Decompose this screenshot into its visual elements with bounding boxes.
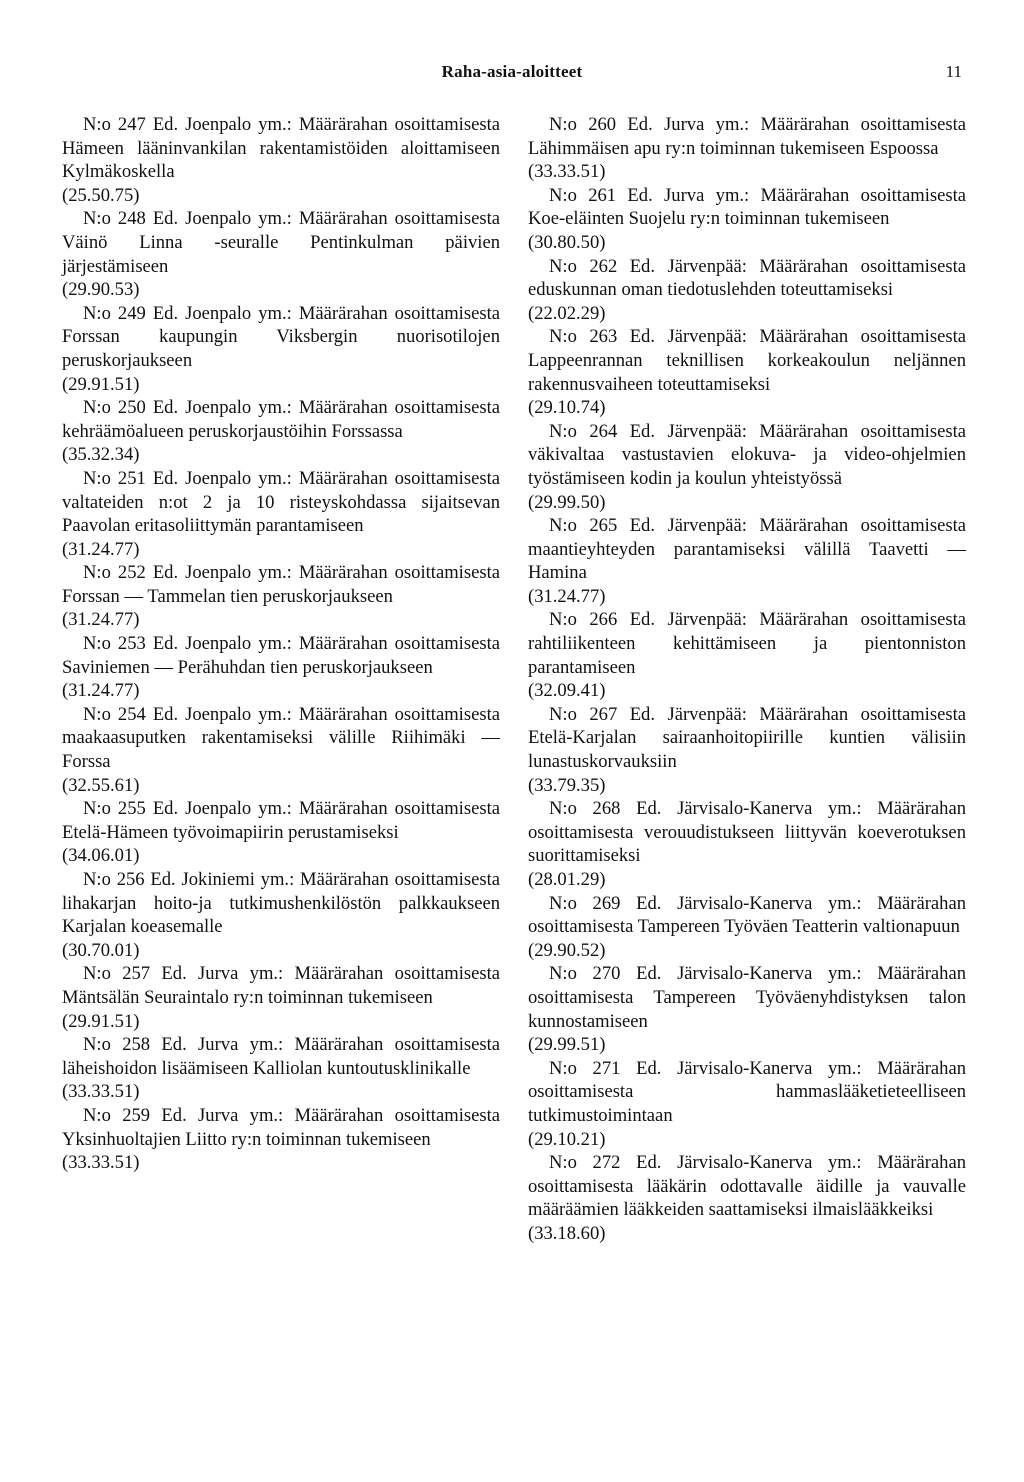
motion-text: N:o 247 Ed. Joenpalo ym.: Määrärahan osoittamisesta Hämeen lääninvankilan rakentamistöiden aloittamiseen Kylmäkoskella bbox=[62, 114, 500, 183]
motion-text: N:o 252 Ed. Joenpalo ym.: Määrärahan osoittamisesta Forssan — Tammelan tien peruskorjaukseen bbox=[62, 562, 500, 607]
right-column bbox=[528, 113, 966, 1246]
motion-text: N:o 257 Ed. Jurva ym.: Määrärahan osoittamisesta Mäntsälän Seuraintalo ry:n toiminnan tukemiseen bbox=[62, 963, 500, 1008]
motion-entry bbox=[62, 396, 500, 467]
budget-code: (31.24.77) bbox=[528, 585, 606, 607]
motion-text: N:o 269 Ed. Järvisalo-Kanerva ym.: Määrärahan osoittamisesta Tampereen Työväen Teatterin valtionapuun bbox=[528, 892, 966, 938]
budget-code: (33.33.51) bbox=[62, 1081, 140, 1103]
budget-code: (28.01.29) bbox=[528, 869, 606, 890]
motion-entry bbox=[62, 632, 500, 703]
motion-entry bbox=[528, 1151, 966, 1245]
motion-text: N:o 263 Ed. Järvenpää: Määrärahan osoittamisesta Lappeenrannan teknillisen korkeakoulun neljännen rakennusvaiheen toteuttamiseksi bbox=[528, 326, 966, 395]
motion-entry bbox=[528, 514, 966, 608]
motion-text: N:o 251 Ed. Joenpalo ym.: Määrärahan osoittamisesta valtateiden n:ot 2 ja 10 risteyskohdassa sijaitsevan Paavolan eritasoliittymän parantamiseen bbox=[62, 467, 500, 537]
motion-entry bbox=[62, 1104, 500, 1175]
motion-entry bbox=[528, 892, 966, 963]
page-number: 11 bbox=[945, 62, 962, 81]
motion-text: N:o 262 Ed. Järvenpää: Määrärahan osoittamisesta eduskunnan oman tiedotuslehden toteuttamiseksi bbox=[528, 255, 966, 301]
budget-code: (31.24.77) bbox=[62, 538, 140, 560]
motion-entry bbox=[62, 302, 500, 396]
motion-text: N:o 250 Ed. Joenpalo ym.: Määrärahan osoittamisesta kehräämöalueen peruskorjaustöihin Forssassa bbox=[62, 397, 500, 442]
motion-entry bbox=[62, 797, 500, 868]
budget-code: (22.02.29) bbox=[528, 302, 606, 324]
motion-entry bbox=[528, 325, 966, 419]
motion-text: N:o 268 Ed. Järvisalo-Kanerva ym.: Määrärahan osoittamisesta verouudistukseen liittyvän koeverotuksen suorittamiseksi bbox=[528, 798, 966, 867]
motion-entry bbox=[528, 962, 966, 1056]
budget-code: (31.24.77) bbox=[62, 680, 140, 702]
budget-code: (34.06.01) bbox=[62, 845, 140, 867]
budget-code: (29.10.21) bbox=[528, 1128, 606, 1150]
motion-text: N:o 266 Ed. Järvenpää: Määrärahan osoittamisesta rahtiliikenteen kehittämiseen ja pientonniston parantamiseen bbox=[528, 609, 966, 678]
budget-code: (29.91.51) bbox=[62, 373, 140, 395]
left-column bbox=[62, 113, 500, 1175]
motion-entry bbox=[528, 113, 966, 184]
motion-text: N:o 267 Ed. Järvenpää: Määrärahan osoittamisesta Etelä-Karjalan sairaanhoitopiirille kuntien välisiin lunastuskorvauksiin bbox=[528, 703, 966, 773]
motion-text: N:o 271 Ed. Järvisalo-Kanerva ym.: Määrärahan osoittamisesta hammaslääketieteelliseen tutkimustoimintaan bbox=[528, 1057, 966, 1126]
budget-code: (32.55.61) bbox=[62, 774, 140, 796]
motion-entry bbox=[528, 420, 966, 514]
motion-text: N:o 260 Ed. Jurva ym.: Määrärahan osoittamisesta Lähimmäisen apu ry:n toiminnan tukemiseen Espoossa bbox=[528, 114, 966, 159]
motion-entry bbox=[528, 797, 966, 891]
motion-entry bbox=[528, 608, 966, 702]
budget-code: (29.90.52) bbox=[528, 939, 606, 961]
motion-entry bbox=[62, 113, 500, 207]
budget-code: (29.91.51) bbox=[62, 1010, 140, 1032]
motion-text: N:o 261 Ed. Jurva ym.: Määrärahan osoittamisesta Koe-eläinten Suojelu ry:n toiminnan tukemiseen bbox=[528, 184, 966, 230]
motion-entry bbox=[62, 1033, 500, 1104]
motion-text: N:o 248 Ed. Joenpalo ym.: Määrärahan osoittamisesta Väinö Linna -seuralle Pentinkulman päivien järjestämiseen bbox=[62, 208, 500, 277]
budget-code: (30.80.50) bbox=[528, 231, 606, 253]
motion-text: N:o 253 Ed. Joenpalo ym.: Määrärahan osoittamisesta Saviniemen — Perähuhdan tien peruskorjaukseen bbox=[62, 633, 500, 678]
motion-entry bbox=[528, 703, 966, 797]
budget-code: (33.33.51) bbox=[62, 1152, 140, 1174]
budget-code: (30.70.01) bbox=[62, 939, 140, 961]
motion-text: N:o 249 Ed. Joenpalo ym.: Määrärahan osoittamisesta Forssan kaupungin Viksbergin nuorisotilojen peruskorjaukseen bbox=[62, 302, 500, 371]
motion-text: N:o 272 Ed. Järvisalo-Kanerva ym.: Määrärahan osoittamisesta lääkärin odottavalle äidille ja vauvalle määräämien lääkkeiden saattamiseksi ilmaislääkkeiksi bbox=[528, 1152, 966, 1221]
motion-text: N:o 264 Ed. Järvenpää: Määrärahan osoittamisesta väkivaltaa vastustavien elokuva- ja video-ohjelmien työstämiseen kodin ja koulun yhteistyössä bbox=[528, 420, 966, 489]
budget-code: (29.99.51) bbox=[528, 1034, 606, 1056]
budget-code: (31.24.77) bbox=[62, 609, 140, 631]
budget-code: (29.90.53) bbox=[62, 279, 140, 301]
motion-text: N:o 265 Ed. Järvenpää: Määrärahan osoittamisesta maantieyhteyden parantamiseksi välillä Taavetti — Hamina bbox=[528, 515, 966, 584]
motion-text: N:o 258 Ed. Jurva ym.: Määrärahan osoittamisesta läheishoidon lisäämiseen Kalliolan kuntoutusklinikalle bbox=[62, 1034, 500, 1079]
motion-entry bbox=[62, 703, 500, 797]
motion-entry bbox=[528, 255, 966, 326]
budget-code: (33.79.35) bbox=[528, 774, 606, 796]
motion-entry bbox=[528, 184, 966, 255]
budget-code: (35.32.34) bbox=[62, 444, 140, 466]
running-title: Raha-asia-aloitteet bbox=[441, 62, 583, 81]
motion-entry bbox=[62, 207, 500, 301]
budget-code: (29.99.50) bbox=[528, 491, 606, 513]
motion-entry bbox=[62, 561, 500, 632]
motion-text: N:o 270 Ed. Järvisalo-Kanerva ym.: Määrärahan osoittamisesta Tampereen Työväenyhdistyksen talon kunnostamiseen bbox=[528, 963, 966, 1032]
motion-text: N:o 256 Ed. Jokiniemi ym.: Määrärahan osoittamisesta lihakarjan hoito-ja tutkimushenkilöstön palkkaukseen Karjalan koeasemalle bbox=[62, 869, 500, 938]
motion-entry bbox=[62, 467, 500, 561]
budget-code: (33.33.51) bbox=[528, 161, 606, 183]
budget-code: (25.50.75) bbox=[62, 184, 140, 206]
motion-entry bbox=[62, 962, 500, 1033]
motion-entry bbox=[528, 1057, 966, 1151]
budget-code: (29.10.74) bbox=[528, 397, 606, 419]
budget-code: (32.09.41) bbox=[528, 680, 606, 702]
budget-code: (33.18.60) bbox=[528, 1222, 606, 1244]
motion-text: N:o 255 Ed. Joenpalo ym.: Määrärahan osoittamisesta Etelä-Hämeen työvoimapiirin perustamiseksi bbox=[62, 798, 500, 843]
motion-text: N:o 254 Ed. Joenpalo ym.: Määrärahan osoittamisesta maakaasuputken rakentamiseksi välille Riihimäki — Forssa bbox=[62, 703, 500, 773]
motion-text: N:o 259 Ed. Jurva ym.: Määrärahan osoittamisesta Yksinhuoltajien Liitto ry:n toiminnan tukemiseen bbox=[62, 1104, 500, 1150]
motion-entry bbox=[62, 868, 500, 962]
